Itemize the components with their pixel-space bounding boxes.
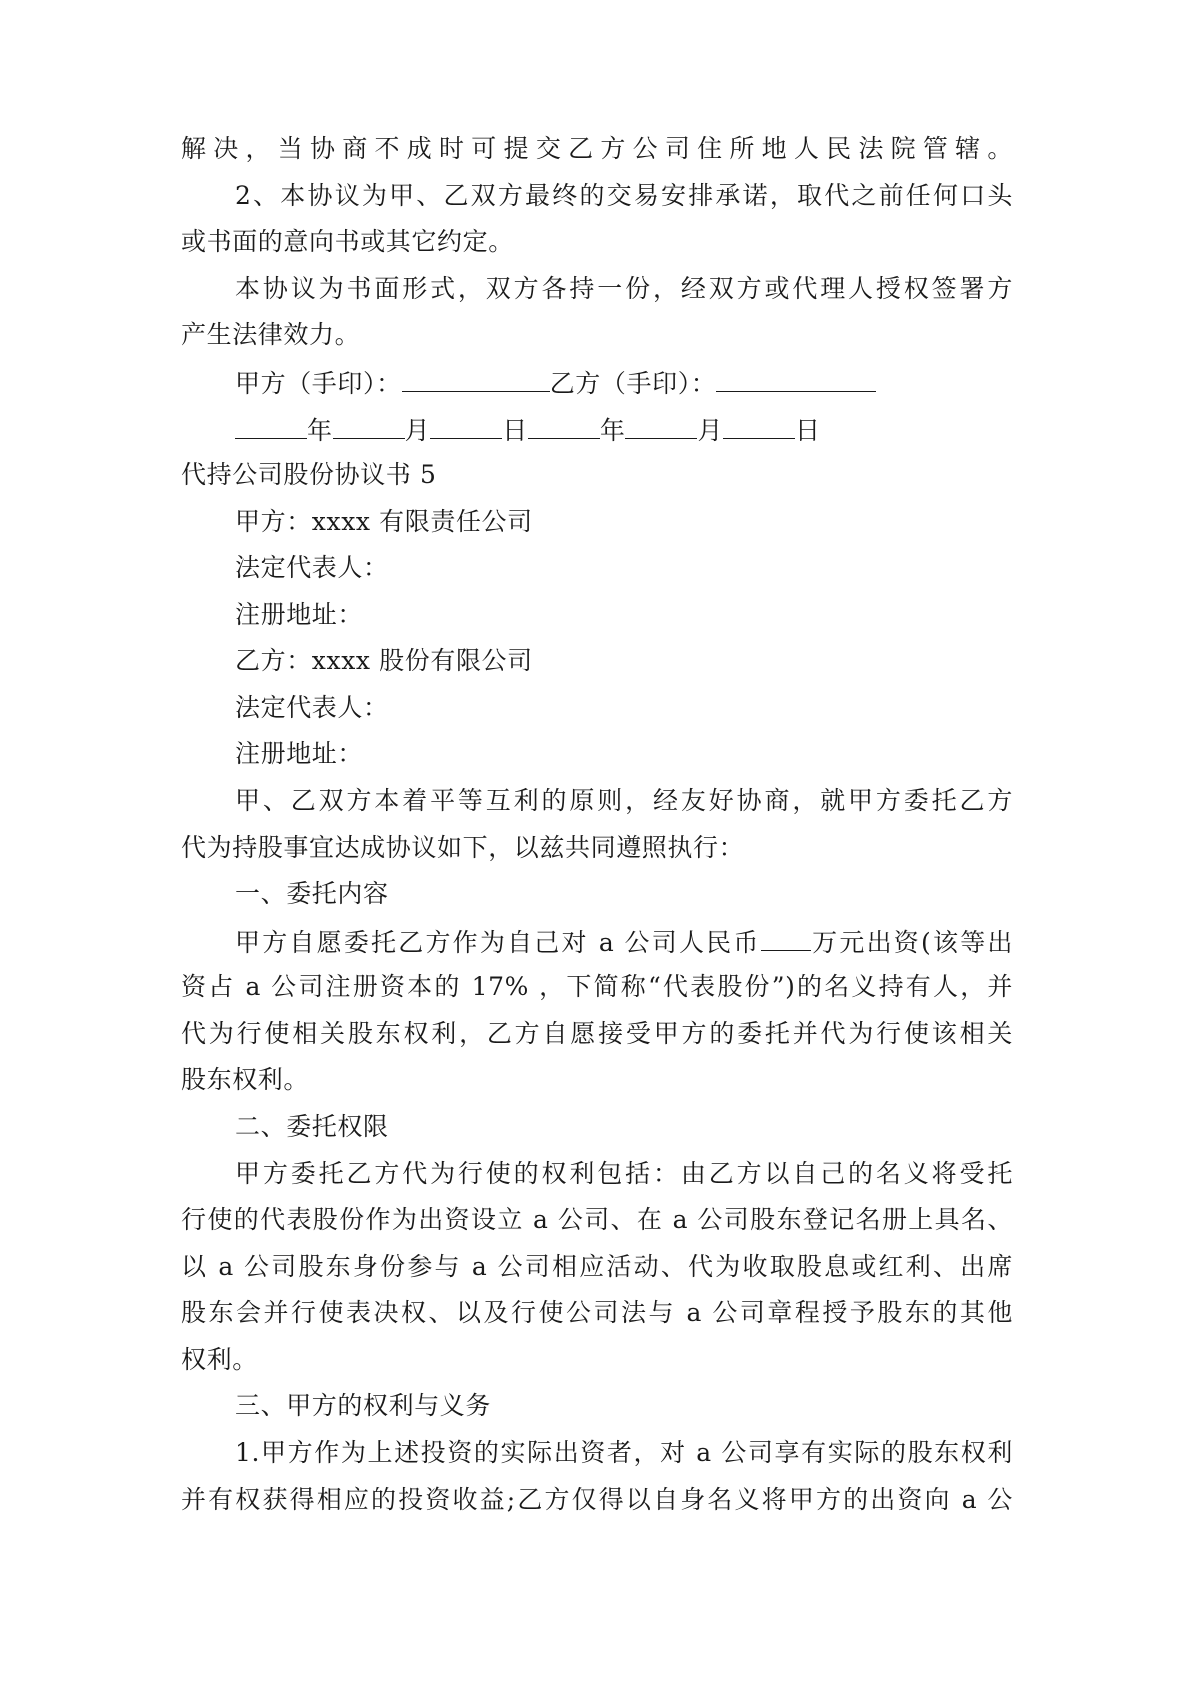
intro-line: 甲、乙双方本着平等互利的原则，经友好协商，就甲方委托乙方 <box>235 786 1013 815</box>
date-unit-year: 年 <box>599 416 626 445</box>
amount-blank <box>761 926 811 951</box>
signature-line <box>235 367 876 399</box>
date-blank <box>430 414 502 439</box>
agreement-title: 代持公司股份协议书 5 <box>181 460 437 489</box>
date-line <box>235 414 821 446</box>
party-a-name: 甲方：xxxx 有限责任公司 <box>235 507 533 536</box>
paragraph-line: 甲方委托乙方代为行使的权利包括：由乙方以自己的名义将受托 <box>235 1159 1013 1188</box>
paragraph-line: 资占 a 公司注册资本的 17% ，下简称“代表股份”)的名义持有人，并 <box>181 972 1013 1001</box>
section-heading: 一、委托内容 <box>235 879 389 908</box>
paragraph-line: 1.甲方作为上述投资的实际出资者，对 a 公司享有实际的股东权利 <box>235 1438 1013 1467</box>
date-blank <box>528 414 600 439</box>
section-heading: 三、甲方的权利与义务 <box>235 1391 492 1420</box>
section1-text-after-blank: 万元出资(该等出 <box>810 928 1013 957</box>
paragraph-line: 股东权利。 <box>181 1065 310 1094</box>
party-b-address: 注册地址： <box>235 739 364 768</box>
paragraph-line: 2、本协议为甲、乙双方最终的交易安排承诺，取代之前任何口头 <box>235 181 1013 210</box>
party-a-address: 注册地址： <box>235 600 364 629</box>
paragraph-line: 并有权获得相应的投资收益;乙方仅得以自身名义将甲方的出资向 a 公 <box>181 1485 1013 1514</box>
date-unit-month: 月 <box>697 416 724 445</box>
party-b-representative: 法定代表人： <box>235 693 389 722</box>
paragraph-line: 行使的代表股份作为出资设立 a 公司、在 a 公司股东登记名册上具名、 <box>181 1205 1013 1234</box>
party-b-signature-label: 乙方（手印）： <box>549 369 717 398</box>
section1-text-before-blank: 甲方自愿委托乙方作为自己对 a 公司人民币 <box>235 928 761 957</box>
paragraph-line: 代为行使相关股东权利，乙方自愿接受甲方的委托并代为行使该相关 <box>181 1019 1013 1048</box>
intro-line: 代为持股事宜达成协议如下，以兹共同遵照执行： <box>181 833 745 862</box>
paragraph-line: 股东会并行使表决权、以及行使公司法与 a 公司章程授予股东的其他 <box>181 1298 1013 1327</box>
paragraph-line: 以 a 公司股东身份参与 a 公司相应活动、代为收取股息或红利、出席 <box>181 1252 1013 1281</box>
date-unit-day: 日 <box>502 416 528 445</box>
paragraph-line: 产生法律效力。 <box>181 320 361 349</box>
paragraph-line: 本协议为书面形式，双方各持一份，经双方或代理人授权签署方 <box>235 274 1013 303</box>
party-b-signature-blank <box>716 367 876 392</box>
date-blank <box>625 414 697 439</box>
paragraph-line: 解决，当协商不成时可提交乙方公司住所地人民法院管辖。 <box>181 134 1013 163</box>
date-unit-year: 年 <box>307 416 333 445</box>
party-a-signature-label: 甲方（手印）： <box>235 369 402 398</box>
date-unit-day: 日 <box>795 416 821 445</box>
paragraph-line: 或书面的意向书或其它约定。 <box>181 227 514 256</box>
section-heading: 二、委托权限 <box>235 1112 389 1141</box>
party-b-name: 乙方：xxxx 股份有限公司 <box>235 646 533 675</box>
date-blank <box>235 414 307 439</box>
date-blank <box>333 414 405 439</box>
party-a-signature-blank <box>402 367 550 392</box>
party-a-representative: 法定代表人： <box>235 553 389 582</box>
date-blank <box>723 414 795 439</box>
paragraph-line: 权利。 <box>181 1345 258 1374</box>
date-unit-month: 月 <box>404 416 431 445</box>
section1-first-line <box>235 926 1013 958</box>
